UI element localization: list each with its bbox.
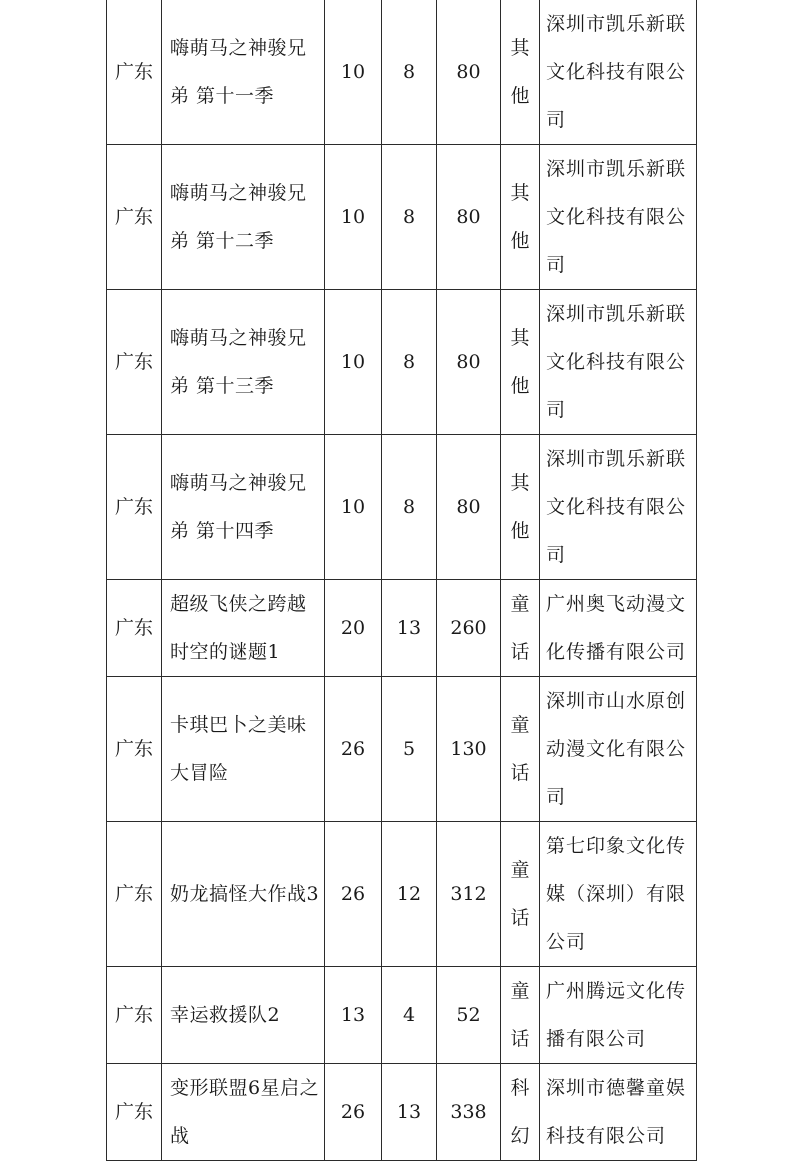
genre-char: 话: [510, 907, 530, 929]
genre-cell: [501, 0, 540, 145]
table-row: [107, 580, 697, 677]
title-cell: 嗨萌马之神骏兄弟 第十一季: [162, 0, 325, 145]
episodes-cell: 10: [325, 145, 382, 290]
table-row: [107, 435, 697, 580]
minutes-cell: 12: [382, 822, 437, 967]
province-cell: 广东: [107, 435, 162, 580]
table-row: [107, 677, 697, 822]
producer-cell: 广州奥飞动漫文化传播有限公司: [540, 580, 697, 677]
total-minutes-cell: 80: [437, 145, 501, 290]
province-cell: 广东: [107, 580, 162, 677]
producer-cell: 广州腾远文化传播有限公司: [540, 967, 697, 1064]
table-row: [107, 967, 697, 1064]
episodes-cell: 10: [325, 290, 382, 435]
table-row: [107, 822, 697, 967]
genre-cell: [501, 145, 540, 290]
genre-cell: [501, 822, 540, 967]
table-row: [107, 145, 697, 290]
genre-char: 童: [510, 593, 530, 615]
episodes-cell: 26: [325, 1064, 382, 1161]
total-minutes-cell: 260: [437, 580, 501, 677]
producer-cell: 深圳市凯乐新联文化科技有限公司: [540, 0, 697, 145]
episodes-cell: 20: [325, 580, 382, 677]
genre-cell: [501, 967, 540, 1064]
episodes-cell: 26: [325, 677, 382, 822]
genre-char: 其: [510, 472, 530, 494]
minutes-cell: 4: [382, 967, 437, 1064]
minutes-cell: 8: [382, 435, 437, 580]
province-cell: 广东: [107, 145, 162, 290]
genre-char: 他: [510, 520, 530, 542]
genre-char: 话: [510, 1028, 530, 1050]
genre-cell: [501, 580, 540, 677]
genre-cell: [501, 435, 540, 580]
genre-char: 他: [510, 230, 530, 252]
producer-cell: 深圳市凯乐新联文化科技有限公司: [540, 145, 697, 290]
title-cell: 卡琪巴卜之美味大冒险: [162, 677, 325, 822]
minutes-cell: 13: [382, 580, 437, 677]
province-cell: 广东: [107, 290, 162, 435]
province-cell: 广东: [107, 967, 162, 1064]
genre-char: 话: [510, 762, 530, 784]
episodes-cell: 13: [325, 967, 382, 1064]
total-minutes-cell: 80: [437, 435, 501, 580]
genre-char: 科: [510, 1077, 530, 1099]
genre-char: 童: [510, 714, 530, 736]
episodes-cell: 10: [325, 435, 382, 580]
genre-char: 其: [510, 37, 530, 59]
table-row: [107, 290, 697, 435]
document-page: [106, 0, 696, 1147]
province-cell: 广东: [107, 0, 162, 145]
total-minutes-cell: 80: [437, 290, 501, 435]
genre-char: 童: [510, 980, 530, 1002]
minutes-cell: 5: [382, 677, 437, 822]
episodes-cell: 26: [325, 822, 382, 967]
total-minutes-cell: 312: [437, 822, 501, 967]
genre-char: 幻: [510, 1125, 530, 1147]
total-minutes-cell: 338: [437, 1064, 501, 1161]
producer-cell: 深圳市山水原创动漫文化有限公司: [540, 677, 697, 822]
genre-char: 其: [510, 327, 530, 349]
genre-char: 他: [510, 375, 530, 397]
genre-char: 他: [510, 85, 530, 107]
producer-cell: 深圳市凯乐新联文化科技有限公司: [540, 435, 697, 580]
province-cell: 广东: [107, 1064, 162, 1161]
minutes-cell: 8: [382, 0, 437, 145]
minutes-cell: 8: [382, 145, 437, 290]
table-row: [107, 0, 697, 145]
genre-cell: [501, 677, 540, 822]
minutes-cell: 8: [382, 290, 437, 435]
producer-cell: 深圳市凯乐新联文化科技有限公司: [540, 290, 697, 435]
total-minutes-cell: 52: [437, 967, 501, 1064]
title-cell: 嗨萌马之神骏兄弟 第十四季: [162, 435, 325, 580]
genre-char: 其: [510, 182, 530, 204]
producer-cell: 第七印象文化传媒（深圳）有限公司: [540, 822, 697, 967]
episodes-cell: 10: [325, 0, 382, 145]
producer-cell: 深圳市德馨童娱科技有限公司: [540, 1064, 697, 1161]
table-row: [107, 1064, 697, 1161]
minutes-cell: 13: [382, 1064, 437, 1161]
title-cell: 幸运救援队2: [162, 967, 325, 1064]
title-cell: 奶龙搞怪大作战3: [162, 822, 325, 967]
genre-cell: [501, 1064, 540, 1161]
total-minutes-cell: 130: [437, 677, 501, 822]
title-cell: 嗨萌马之神骏兄弟 第十二季: [162, 145, 325, 290]
province-cell: 广东: [107, 677, 162, 822]
genre-char: 话: [510, 641, 530, 663]
genre-char: 童: [510, 859, 530, 881]
animation-listing-table: [106, 0, 697, 1161]
title-cell: 嗨萌马之神骏兄弟 第十三季: [162, 290, 325, 435]
title-cell: 变形联盟6星启之战: [162, 1064, 325, 1161]
total-minutes-cell: 80: [437, 0, 501, 145]
province-cell: 广东: [107, 822, 162, 967]
genre-cell: [501, 290, 540, 435]
title-cell: 超级飞侠之跨越时空的谜题1: [162, 580, 325, 677]
